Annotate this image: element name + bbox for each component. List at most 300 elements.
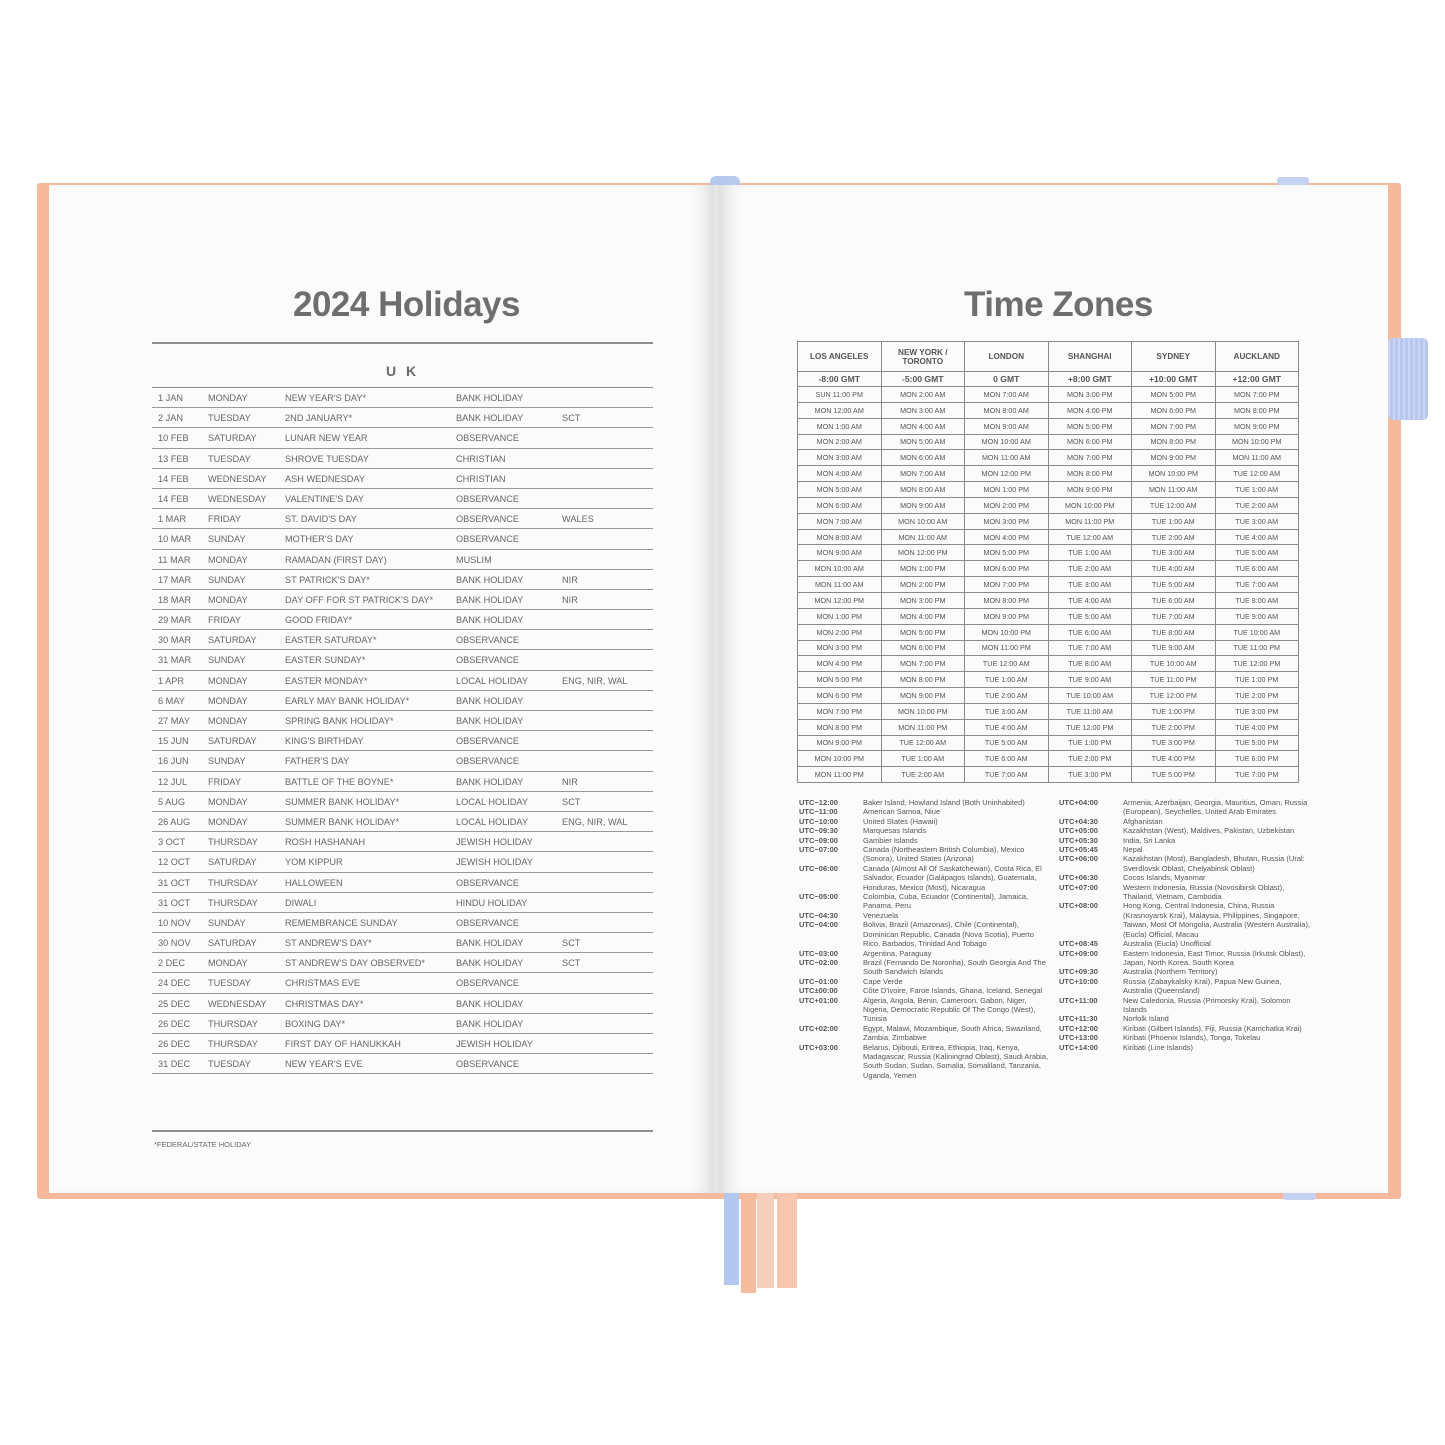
- holiday-type: OBSERVANCE: [456, 1059, 519, 1070]
- holiday-date: 2 JAN: [158, 413, 184, 424]
- time-cell: TUE 1:00 AM: [881, 751, 965, 767]
- table-row: [798, 608, 1299, 624]
- holiday-name: ST PATRICK'S DAY*: [285, 574, 370, 585]
- holiday-date: 2 DEC: [158, 958, 186, 969]
- holiday-region: SCT: [562, 413, 581, 424]
- list-item: [1059, 1043, 1311, 1052]
- holiday-weekday: SUNDAY: [208, 917, 246, 928]
- holiday-type: BANK HOLIDAY: [456, 958, 524, 969]
- holiday-date: 12 JUL: [158, 776, 188, 787]
- elastic-band-bottom: [1283, 1192, 1316, 1200]
- holiday-region: ENG, NIR, WAL: [562, 816, 628, 827]
- time-cell: MON 5:00 PM: [1048, 418, 1132, 434]
- table-row: [798, 656, 1299, 672]
- time-cell: MON 4:00 PM: [798, 656, 882, 672]
- utc-code: UTC+09:00: [1059, 948, 1098, 958]
- time-cell: SUN 11:00 PM: [798, 387, 882, 403]
- holiday-type: CHRISTIAN: [456, 473, 506, 484]
- holiday-type: BANK HOLIDAY: [456, 695, 524, 706]
- time-cell: TUE 12:00 PM: [1215, 656, 1299, 672]
- time-cell: MON 11:00 AM: [965, 450, 1049, 466]
- city-header: SYDNEY: [1132, 342, 1216, 372]
- time-cell: MON 8:00 PM: [965, 592, 1049, 608]
- list-item: [799, 1024, 1051, 1043]
- table-row: [152, 772, 653, 792]
- time-cell: MON 9:00 PM: [965, 608, 1049, 624]
- holiday-weekday: TUESDAY: [208, 453, 251, 464]
- table-row: [798, 703, 1299, 719]
- holiday-date: 1 JAN: [158, 393, 184, 403]
- time-cell: MON 10:00 PM: [881, 703, 965, 719]
- time-cell: MON 10:00 AM: [965, 434, 1049, 450]
- list-item: [799, 892, 1051, 911]
- utc-places: Algeria, Angola, Benin, Cameroon, Gabon, Niger, Nigeria, Democratic Republic Of The Congo (West), Tunisia: [863, 995, 1036, 1024]
- time-cell: TUE 10:00 AM: [1048, 688, 1132, 704]
- time-cell: MON 10:00 AM: [798, 561, 882, 577]
- time-cell: MON 11:00 PM: [881, 719, 965, 735]
- utc-code: UTC+02:00: [799, 1023, 838, 1033]
- time-cell: MON 8:00 PM: [881, 672, 965, 688]
- utc-code: UTC+10:00: [1059, 976, 1098, 986]
- gmt-offset: 0 GMT: [965, 372, 1049, 387]
- list-item: [1059, 1033, 1311, 1042]
- time-cell: TUE 4:00 AM: [965, 719, 1049, 735]
- holiday-name: KING'S BIRTHDAY: [285, 736, 364, 747]
- holiday-region: SCT: [562, 796, 581, 807]
- utc-places: Venezuela: [863, 910, 899, 920]
- time-cell: MON 6:00 AM: [881, 450, 965, 466]
- utc-places: American Samoa, Niue: [863, 807, 941, 817]
- holiday-weekday: MONDAY: [208, 958, 248, 969]
- time-cell: TUE 3:00 AM: [1215, 513, 1299, 529]
- holiday-name: HALLOWEEN: [285, 877, 343, 888]
- divider: [152, 1130, 653, 1132]
- table-row: [152, 973, 653, 993]
- time-cell: MON 9:00 PM: [798, 735, 882, 751]
- utc-code: UTC−04:30: [799, 910, 838, 920]
- page-title: 2024 Holidays: [293, 285, 520, 324]
- table-row: [798, 529, 1299, 545]
- holiday-date: 31 MAR: [158, 655, 192, 666]
- table-row: [152, 933, 653, 953]
- table-row: [152, 1014, 653, 1034]
- time-cell: MON 10:00 PM: [1048, 497, 1132, 513]
- time-cell: TUE 9:00 AM: [1215, 608, 1299, 624]
- time-cell: TUE 3:00 PM: [1215, 703, 1299, 719]
- holiday-region: WALES: [562, 514, 594, 525]
- utc-places: Kiribati (Line Islands): [1123, 1042, 1194, 1052]
- list-item: [799, 1043, 1051, 1081]
- table-row: [152, 630, 653, 650]
- time-cell: TUE 5:00 PM: [1215, 735, 1299, 751]
- holiday-date: 10 MAR: [158, 534, 192, 545]
- holiday-name: DAY OFF FOR ST PATRICK'S DAY*: [285, 594, 434, 605]
- utc-places: Norfolk Island: [1123, 1014, 1169, 1024]
- holiday-type: BANK HOLIDAY: [456, 574, 524, 585]
- table-row: [152, 691, 653, 711]
- list-item: [799, 836, 1051, 845]
- time-cell: TUE 2:00 AM: [1048, 561, 1132, 577]
- table-row: [152, 408, 653, 428]
- holiday-weekday: WEDNESDAY: [208, 493, 267, 504]
- holiday-type: BANK HOLIDAY: [456, 716, 524, 726]
- holiday-weekday: THURSDAY: [208, 877, 258, 888]
- table-row: [798, 545, 1299, 561]
- utc-places: Kiribati (Phoenix Islands), Tonga, Tokelau: [1123, 1033, 1261, 1043]
- table-row: [798, 767, 1299, 783]
- utc-places: Canada (Northeastern British Columbia), Mexico (Sonora), United States (Arizona): [863, 845, 1025, 864]
- holiday-weekday: THURSDAY: [208, 897, 258, 908]
- time-cell: MON 12:00 AM: [798, 402, 882, 418]
- list-item: [799, 826, 1051, 835]
- holiday-type: OBSERVANCE: [456, 635, 519, 646]
- time-cell: MON 8:00 PM: [1048, 466, 1132, 482]
- time-cell: TUE 2:00 PM: [1132, 719, 1216, 735]
- utc-places: Canada (Almost All Of Saskatchewan), Costa Rica, El Salvador, Ecuador (Galápagos Islands), Guatemala, Honduras, Mexico (Most), Nicaragua: [863, 863, 1042, 892]
- utc-code: UTC−11:00: [799, 807, 838, 817]
- time-cell: TUE 7:00 AM: [965, 767, 1049, 783]
- utc-code: UTC−02:00: [799, 957, 838, 967]
- holiday-type: BANK HOLIDAY: [456, 413, 524, 424]
- utc-places: Colombia, Cuba, Ecuador (Continental), Jamaica, Panama, Peru: [863, 892, 1029, 911]
- holiday-weekday: SATURDAY: [208, 857, 257, 868]
- utc-places: Brazil (Fernando De Noronha), South Georgia And The South Sandwich Islands: [863, 957, 1046, 977]
- list-item: [1059, 1024, 1311, 1033]
- holiday-type: BANK HOLIDAY: [456, 776, 524, 787]
- holiday-date: 3 OCT: [158, 837, 186, 848]
- utc-code: UTC+09:30: [1059, 967, 1098, 977]
- time-cell: MON 4:00 AM: [881, 418, 965, 434]
- city-header: SHANGHAI: [1048, 342, 1132, 372]
- holiday-name: FIRST DAY OF HANUKKAH: [285, 1039, 401, 1049]
- time-cell: TUE 6:00 AM: [1132, 592, 1216, 608]
- utc-code: UTC−05:00: [799, 892, 838, 902]
- time-cell: TUE 2:00 AM: [965, 688, 1049, 704]
- holiday-type: LOCAL HOLIDAY: [456, 675, 528, 686]
- utc-code: UTC+05:45: [1059, 845, 1098, 855]
- utc-code: UTC−04:00: [799, 920, 838, 930]
- list-item: [1059, 996, 1311, 1015]
- table-row: [152, 550, 653, 570]
- time-cell: TUE 3:00 AM: [965, 703, 1049, 719]
- holiday-date: 12 OCT: [158, 857, 191, 868]
- holiday-name: EARLY MAY BANK HOLIDAY*: [285, 695, 410, 706]
- table-row: [152, 650, 653, 670]
- list-item: [1059, 798, 1311, 817]
- time-cell: TUE 9:00 AM: [1132, 640, 1216, 656]
- list-item: [1059, 967, 1311, 976]
- time-cell: MON 3:00 PM: [798, 640, 882, 656]
- time-cell: MON 7:00 AM: [965, 387, 1049, 403]
- holiday-name: ST ANDREW'S DAY*: [285, 938, 372, 949]
- table-row: [152, 953, 653, 973]
- time-cell: MON 5:00 PM: [965, 545, 1049, 561]
- utc-places: Russia (Zabaykalsky Krai), Papua New Guinea, Australia (Queensland): [1123, 976, 1282, 996]
- time-cell: MON 2:00 PM: [965, 497, 1049, 513]
- holiday-type: OBSERVANCE: [456, 655, 519, 666]
- table-row: [152, 751, 653, 771]
- list-item: [799, 817, 1051, 826]
- table-row: [798, 387, 1299, 403]
- table-row: [152, 671, 653, 691]
- holiday-weekday: SUNDAY: [208, 534, 246, 545]
- holiday-weekday: MONDAY: [208, 393, 248, 403]
- time-cell: MON 7:00 PM: [1048, 450, 1132, 466]
- table-row: [798, 735, 1299, 751]
- holiday-date: 16 JUN: [158, 756, 189, 767]
- holiday-name: RAMADAN (FIRST DAY): [285, 554, 387, 565]
- holiday-type: OBSERVANCE: [456, 514, 519, 525]
- utc-places: Gambier Islands: [863, 835, 918, 845]
- time-cell: TUE 6:00 PM: [1215, 751, 1299, 767]
- time-cell: TUE 6:00 AM: [1215, 561, 1299, 577]
- table-row: [798, 719, 1299, 735]
- time-cell: MON 8:00 AM: [798, 529, 882, 545]
- time-cell: MON 12:00 PM: [965, 466, 1049, 482]
- utc-places: Argentina, Paraguay: [863, 948, 932, 958]
- time-cell: TUE 2:00 AM: [881, 767, 965, 783]
- holiday-type: BANK HOLIDAY: [456, 393, 524, 403]
- time-cell: MON 7:00 PM: [1132, 418, 1216, 434]
- city-header: AUCKLAND: [1215, 342, 1299, 372]
- holiday-date: 30 NOV: [158, 938, 191, 949]
- time-cell: MON 5:00 PM: [881, 624, 965, 640]
- time-cell: TUE 10:00 AM: [1132, 656, 1216, 672]
- gmt-offset: -5:00 GMT: [881, 372, 965, 387]
- holiday-date: 31 OCT: [158, 877, 191, 888]
- holiday-type: MUSLIM: [456, 554, 492, 565]
- utc-code: UTC−09:00: [799, 835, 838, 845]
- bookmark-ribbon-peach[interactable]: [741, 1190, 756, 1293]
- utc-code: UTC+06:00: [1059, 854, 1098, 864]
- table-row: [798, 418, 1299, 434]
- time-cell: TUE 8:00 AM: [1048, 656, 1132, 672]
- table-row: [152, 731, 653, 751]
- gmt-offset: +12:00 GMT: [1215, 372, 1299, 387]
- holiday-name: BOXING DAY*: [285, 1018, 346, 1029]
- time-cell: MON 2:00 PM: [798, 624, 882, 640]
- utc-places: Cape Verde: [863, 976, 903, 986]
- time-cell: TUE 7:00 PM: [1215, 767, 1299, 783]
- time-cell: TUE 10:00 AM: [1215, 624, 1299, 640]
- list-item: [799, 986, 1051, 995]
- holiday-date: 1 APR: [158, 675, 185, 686]
- holidays-page: [49, 185, 715, 1193]
- utc-places: Côte D'ivoire, Faroe Islands, Ghana, Iceland, Senegal: [863, 986, 1043, 996]
- bookmark-ribbon-light-peach[interactable]: [757, 1190, 774, 1288]
- table-row: [152, 590, 653, 610]
- time-cell: MON 10:00 PM: [965, 624, 1049, 640]
- list-item: [799, 845, 1051, 864]
- utc-places: Kiribati (Gilbert Islands), Fiji, Russia (Kamchatka Krai): [1123, 1023, 1302, 1033]
- time-cell: TUE 9:00 AM: [1048, 672, 1132, 688]
- time-cell: TUE 11:00 PM: [1215, 640, 1299, 656]
- holiday-date: 18 MAR: [158, 594, 192, 605]
- time-cell: MON 10:00 PM: [1132, 466, 1216, 482]
- time-cell: MON 7:00 PM: [965, 577, 1049, 593]
- holiday-name: SUMMER BANK HOLIDAY*: [285, 816, 400, 827]
- holiday-type: OBSERVANCE: [456, 756, 519, 767]
- utc-code: UTC+07:00: [1059, 882, 1098, 892]
- holiday-name: ROSH HASHANAH: [285, 837, 366, 848]
- time-cell: MON 3:00 PM: [965, 513, 1049, 529]
- time-cell: MON 5:00 AM: [881, 434, 965, 450]
- utc-code: UTC−01:00: [799, 976, 838, 986]
- utc-code: UTC+04:30: [1059, 816, 1098, 826]
- time-cell: MON 10:00 PM: [798, 751, 882, 767]
- holiday-type: CHRISTIAN: [456, 453, 506, 464]
- holiday-name: DIWALI: [285, 897, 317, 908]
- time-cell: MON 3:00 PM: [881, 592, 965, 608]
- utc-code: UTC±00:00: [799, 986, 838, 996]
- time-cell: MON 4:00 PM: [965, 529, 1049, 545]
- list-item: [1059, 836, 1311, 845]
- table-row: [798, 688, 1299, 704]
- elastic-band-top: [1277, 177, 1309, 185]
- table-row: [152, 570, 653, 590]
- table-row: [152, 1054, 653, 1074]
- holiday-weekday: MONDAY: [208, 796, 248, 807]
- time-cell: MON 4:00 AM: [798, 466, 882, 482]
- holiday-type: BANK HOLIDAY: [456, 615, 524, 626]
- holiday-type: OBSERVANCE: [456, 433, 519, 444]
- list-item: [1059, 901, 1311, 939]
- time-cell: MON 1:00 AM: [798, 418, 882, 434]
- table-row: [798, 640, 1299, 656]
- list-item: [1059, 826, 1311, 835]
- table-row: [152, 873, 653, 893]
- table-row: [152, 893, 653, 913]
- utc-places: Australia (Eucla) Unofficial: [1123, 939, 1211, 949]
- time-cell: TUE 5:00 AM: [1048, 608, 1132, 624]
- utc-code: UTC+06:30: [1059, 873, 1098, 883]
- utc-code: UTC−09:30: [799, 826, 838, 836]
- utc-places: New Caledonia, Russia (Primorsky Krai), Solomon Islands: [1123, 995, 1291, 1014]
- holiday-weekday: MONDAY: [208, 695, 248, 706]
- time-cell: MON 3:00 PM: [1048, 387, 1132, 403]
- holiday-weekday: FRIDAY: [208, 514, 242, 525]
- utc-code: UTC+14:00: [1059, 1042, 1098, 1052]
- time-cell: TUE 5:00 AM: [965, 735, 1049, 751]
- time-cell: MON 11:00 AM: [798, 577, 882, 593]
- holiday-name: SUMMER BANK HOLIDAY*: [285, 796, 400, 807]
- utc-code: UTC−07:00: [799, 845, 838, 855]
- list-item: [1059, 1014, 1311, 1023]
- holiday-weekday: MONDAY: [208, 816, 248, 827]
- holiday-region: NIR: [562, 594, 578, 605]
- utc-code: UTC+13:00: [1059, 1033, 1098, 1043]
- utc-places: Kazakhstan (Most), Bangladesh, Bhutan, Russia (Ural: Sverdlovsk Oblast, Chelyabinsk Oblast): [1123, 854, 1305, 873]
- list-item: [799, 949, 1051, 958]
- holiday-name: VALENTINE'S DAY: [285, 493, 365, 504]
- pen-loop: [1388, 338, 1428, 420]
- utc-list-right: [1059, 798, 1311, 1052]
- bookmark-ribbon-blue[interactable]: [724, 1190, 739, 1285]
- holiday-weekday: MONDAY: [208, 554, 248, 565]
- holiday-date: 30 MAR: [158, 635, 192, 646]
- holiday-date: 24 DEC: [158, 978, 191, 989]
- bookmark-ribbon-salmon[interactable]: [777, 1190, 797, 1288]
- holiday-weekday: MONDAY: [208, 594, 248, 605]
- time-cell: TUE 5:00 AM: [1132, 577, 1216, 593]
- list-item: [799, 807, 1051, 816]
- holiday-name: REMEMBRANCE SUNDAY: [285, 917, 398, 928]
- utc-code: UTC−06:00: [799, 863, 838, 873]
- table-row: [152, 529, 653, 549]
- holiday-region: NIR: [562, 574, 578, 585]
- holiday-weekday: WEDNESDAY: [208, 473, 267, 484]
- holiday-weekday: FRIDAY: [208, 776, 242, 787]
- time-cell: MON 1:00 PM: [965, 482, 1049, 498]
- table-row: [152, 1034, 653, 1054]
- holiday-type: OBSERVANCE: [456, 877, 519, 888]
- time-cell: MON 5:00 PM: [1132, 387, 1216, 403]
- holiday-date: 10 FEB: [158, 433, 189, 444]
- utc-list-left: [799, 798, 1051, 1080]
- city-header: NEW YORK / TORONTO: [881, 342, 965, 372]
- time-cell: TUE 6:00 AM: [965, 751, 1049, 767]
- holiday-weekday: SUNDAY: [208, 756, 246, 767]
- time-cell: TUE 8:00 AM: [1215, 592, 1299, 608]
- holiday-type: JEWISH HOLIDAY: [456, 837, 533, 848]
- country-heading: U K: [385, 363, 420, 379]
- utc-places: India, Sri Lanka: [1123, 835, 1176, 845]
- holiday-table: [152, 388, 653, 1074]
- holiday-weekday: SATURDAY: [208, 433, 257, 444]
- holiday-name: CHRISTMAS DAY*: [285, 998, 364, 1009]
- holiday-weekday: SATURDAY: [208, 736, 257, 747]
- time-cell: MON 5:00 AM: [798, 482, 882, 498]
- time-cell: TUE 1:00 PM: [1132, 703, 1216, 719]
- utc-code: UTC−12:00: [799, 798, 838, 807]
- time-cell: MON 2:00 AM: [881, 387, 965, 403]
- divider: [152, 342, 653, 344]
- utc-places: Hong Kong, Central Indonesia, China, Russia (Krasnoyarsk Krai), Malaysia, Philippines, Singapore, Taiwan, Most Of Mongolia, Australia (Western Australia), (Eucla) Official, Macau: [1123, 901, 1311, 939]
- time-cell: MON 3:00 AM: [798, 450, 882, 466]
- time-zones-page: [718, 185, 1388, 1193]
- time-cell: TUE 7:00 AM: [1048, 640, 1132, 656]
- time-cell: MON 8:00 PM: [798, 719, 882, 735]
- time-cell: TUE 3:00 PM: [1132, 735, 1216, 751]
- time-cell: TUE 12:00 PM: [1132, 688, 1216, 704]
- holiday-name: ASH WEDNESDAY: [285, 473, 365, 484]
- table-row: [152, 913, 653, 933]
- utc-code: UTC+03:00: [799, 1042, 838, 1052]
- gmt-offset: +10:00 GMT: [1132, 372, 1216, 387]
- table-row: [152, 812, 653, 832]
- holiday-date: 13 FEB: [158, 453, 189, 464]
- holiday-region: NIR: [562, 776, 578, 787]
- holiday-name: ST. DAVID'S DAY: [285, 514, 357, 525]
- time-cell: TUE 4:00 PM: [1132, 751, 1216, 767]
- holiday-type: BANK HOLIDAY: [456, 594, 524, 605]
- holiday-name: CHRISTMAS EVE: [285, 978, 361, 989]
- holiday-date: 26 DEC: [158, 1039, 191, 1049]
- holiday-type: HINDU HOLIDAY: [456, 897, 528, 908]
- time-cell: TUE 4:00 AM: [1215, 529, 1299, 545]
- time-cell: MON 7:00 PM: [1215, 387, 1299, 403]
- time-cell: MON 11:00 AM: [881, 529, 965, 545]
- utc-places: Australia (Northern Territory): [1123, 967, 1218, 977]
- table-row: [152, 610, 653, 630]
- time-cell: MON 6:00 PM: [965, 561, 1049, 577]
- time-cell: MON 8:00 PM: [1132, 434, 1216, 450]
- holiday-weekday: SUNDAY: [208, 655, 246, 666]
- holiday-name: YOM KIPPUR: [285, 857, 343, 868]
- holiday-date: 25 DEC: [158, 998, 191, 1009]
- table-row: [798, 624, 1299, 640]
- page-title: Time Zones: [964, 285, 1153, 324]
